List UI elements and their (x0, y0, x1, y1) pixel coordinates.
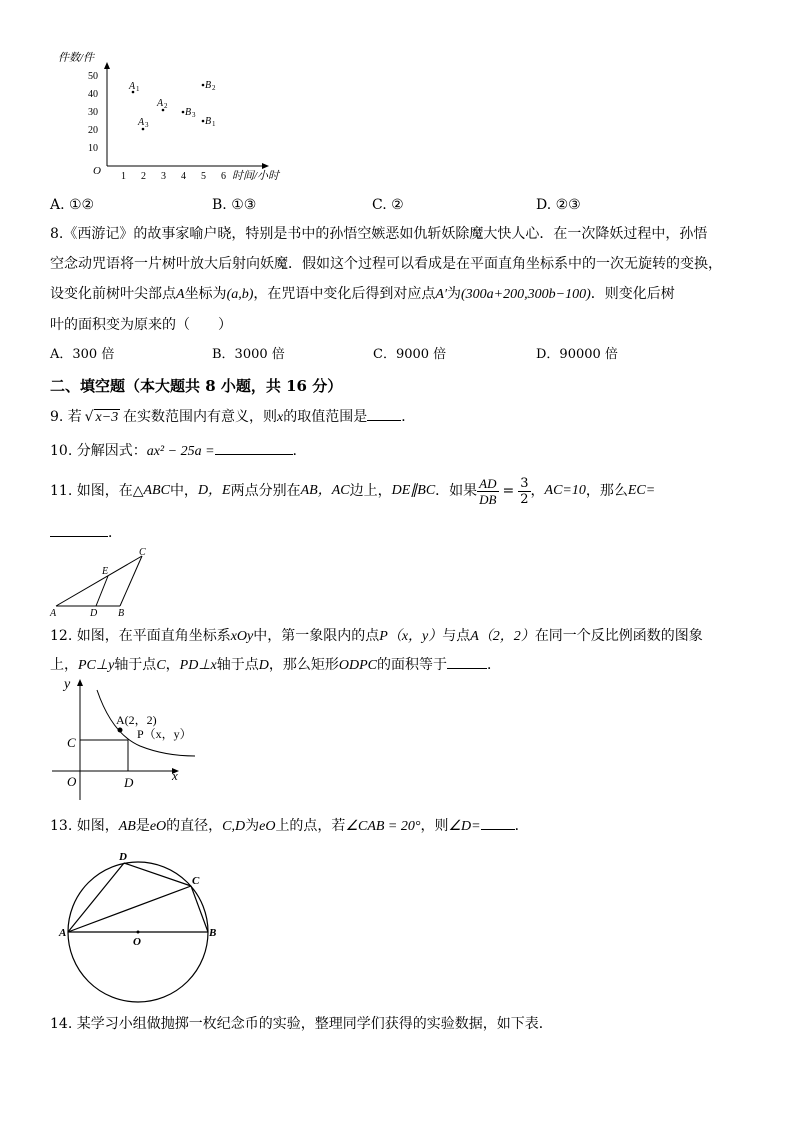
label-a3: A (138, 117, 145, 128)
label-b2: B (205, 80, 212, 91)
q9-answer-blank (367, 408, 401, 421)
label-a2: A (157, 98, 164, 109)
point-a3 (142, 128, 145, 131)
q8-line-2: 空念动咒语将一片树叶放大后射向妖魔．假如这个过程可以看成是在平面直角坐标系中的一次无旋转的变换， (50, 256, 722, 272)
q12-answer-blank (447, 656, 487, 669)
label-a2-sub: 2 (164, 102, 168, 110)
q7-option-c: C. ② (372, 197, 404, 213)
q8-line-4: 叶的面积变为原来的（ ） (50, 317, 232, 333)
q11-answer-line: ． (50, 524, 122, 542)
y-axis-arrow (104, 62, 110, 69)
label-b3-sub: 3 (192, 111, 196, 119)
fig-label-c: C (192, 875, 200, 887)
center-point (137, 931, 140, 934)
y-tick-30: 30 (88, 107, 98, 118)
label-b1: B (205, 116, 212, 127)
q11-answer-blank (50, 524, 108, 537)
fig-label-a: A (59, 927, 67, 939)
label-e: E (102, 566, 109, 577)
q7-option-b: B. ①③ (212, 197, 257, 213)
label-a1-sub: 1 (136, 85, 140, 93)
q7-option-d: D. ②③ (536, 197, 581, 213)
point-a (118, 728, 123, 733)
q10-line: 10. 分解因式：ax² − 25a = . (50, 443, 297, 459)
fig-label-b: B (209, 927, 217, 939)
point-b1 (202, 120, 205, 123)
q12-line-2: 上，PC⊥y轴于点C，PD⊥x轴于点D，那么矩形ODPC的面积等于 ． (50, 657, 501, 673)
x-tick-5: 5 (201, 171, 206, 182)
label-a: A (50, 608, 57, 619)
label-a3-sub: 3 (145, 121, 149, 129)
origin-label: O (93, 165, 101, 177)
q7-option-a: A. ①② (50, 197, 95, 213)
fig-label-d: D (119, 851, 127, 863)
q12-hyperbola-figure (50, 676, 200, 802)
x-tick-4: 4 (181, 171, 186, 182)
chord-cb (191, 886, 208, 932)
fig-label-o: O (67, 774, 77, 789)
label-b1-sub: 1 (212, 120, 216, 128)
x-tick-2: 2 (141, 171, 146, 182)
q8-line-1: 8.《西游记》的故事家喻户晓，特别是书中的孙悟空嫉恶如仇斩妖除魔大快人心．在一次降妖过程中，孙悟 (50, 226, 708, 242)
y-tick-20: 20 (88, 125, 98, 136)
fig-label-o: O (133, 936, 141, 948)
q8-option-a: A．300 倍 (50, 347, 115, 362)
fig-label-d: D (124, 775, 134, 790)
fig-label-c: C (67, 735, 76, 750)
y-tick-50: 50 (88, 71, 98, 82)
x-tick-6: 6 (221, 171, 226, 182)
label-b2-sub: 2 (212, 84, 216, 92)
rectangle-odpc (80, 740, 128, 771)
chord-dc (124, 863, 191, 886)
q13-line: 13. 如图，AB是eO的直径，C,D为eO上的点，若∠CAB = 20°，则∠D= ． (50, 818, 529, 834)
q11-fraction-ad-db: $\frac{AD}{DB}$ (479, 475, 497, 507)
x-tick-1: 1 (121, 171, 126, 182)
side-bc (120, 556, 142, 606)
y-axis-arrow (77, 679, 83, 686)
q9-line: 9. 若 √ x−3 在实数范围内有意义，则x的取值范围是 ． (50, 409, 416, 425)
point-b2 (202, 84, 205, 87)
q12-line-1: 12. 如图，在平面直角坐标系xOy中，第一象限内的点P（x，y）与点A（2，2）在同一个反比例函数的图象 (50, 628, 703, 644)
q11-line: 11. 如图，在△ ABC 中， D，E 两点分别在 AB，AC 边上， DE∥BC ．如果 $\frac{AD}{DB}$ = $\frac{3}{2}$ ， AC=10 ，那么 EC= (50, 475, 656, 507)
q14-line: 14. 某学习小组做抛掷一枚纪念币的实验，整理同学们获得的实验数据，如下表． (50, 1016, 553, 1032)
q8-option-d: D．90000 倍 (536, 347, 618, 362)
label-d: D (90, 608, 98, 619)
label-a1: A (129, 81, 136, 92)
section-heading: 二、填空题（本大题共 8 小题，共 16 分） (50, 377, 343, 395)
q11-triangle-figure (48, 544, 158, 620)
q9-radicand: x−3 (95, 410, 119, 425)
q13-answer-blank (481, 817, 515, 830)
q8-option-c: C．9000 倍 (373, 347, 447, 362)
q7-scatter-figure (50, 48, 290, 183)
y-axis-label: 件数/件 (58, 52, 95, 64)
point-b3 (182, 111, 185, 114)
q11-fraction-3-2: $\frac{3}{2}$ (520, 475, 529, 507)
q10-answer-blank (215, 442, 293, 455)
x-tick-3: 3 (161, 171, 166, 182)
fig-label-x: x (172, 768, 178, 783)
label-b3: B (185, 107, 192, 118)
label-b: B (118, 608, 125, 619)
fig-label-p: P（x，y） (137, 727, 192, 741)
segment-de (96, 576, 108, 606)
x-axis-label: 时间/小时 (232, 170, 280, 182)
y-tick-10: 10 (88, 143, 98, 154)
fig-label-y: y (64, 677, 71, 692)
label-c: C (139, 547, 146, 558)
x-axis-arrow (262, 163, 269, 169)
q8-option-b: B．3000 倍 (212, 347, 285, 362)
fig-label-a: A(2，2) (116, 713, 157, 727)
q8-line-3: 设变化前树叶尖部点A坐标为(a,b)，在咒语中变化后得到对应点A′为(300a+200,300b−100)．则变化后树 (50, 286, 675, 302)
q13-circle-figure (58, 846, 228, 1006)
y-tick-40: 40 (88, 89, 98, 100)
